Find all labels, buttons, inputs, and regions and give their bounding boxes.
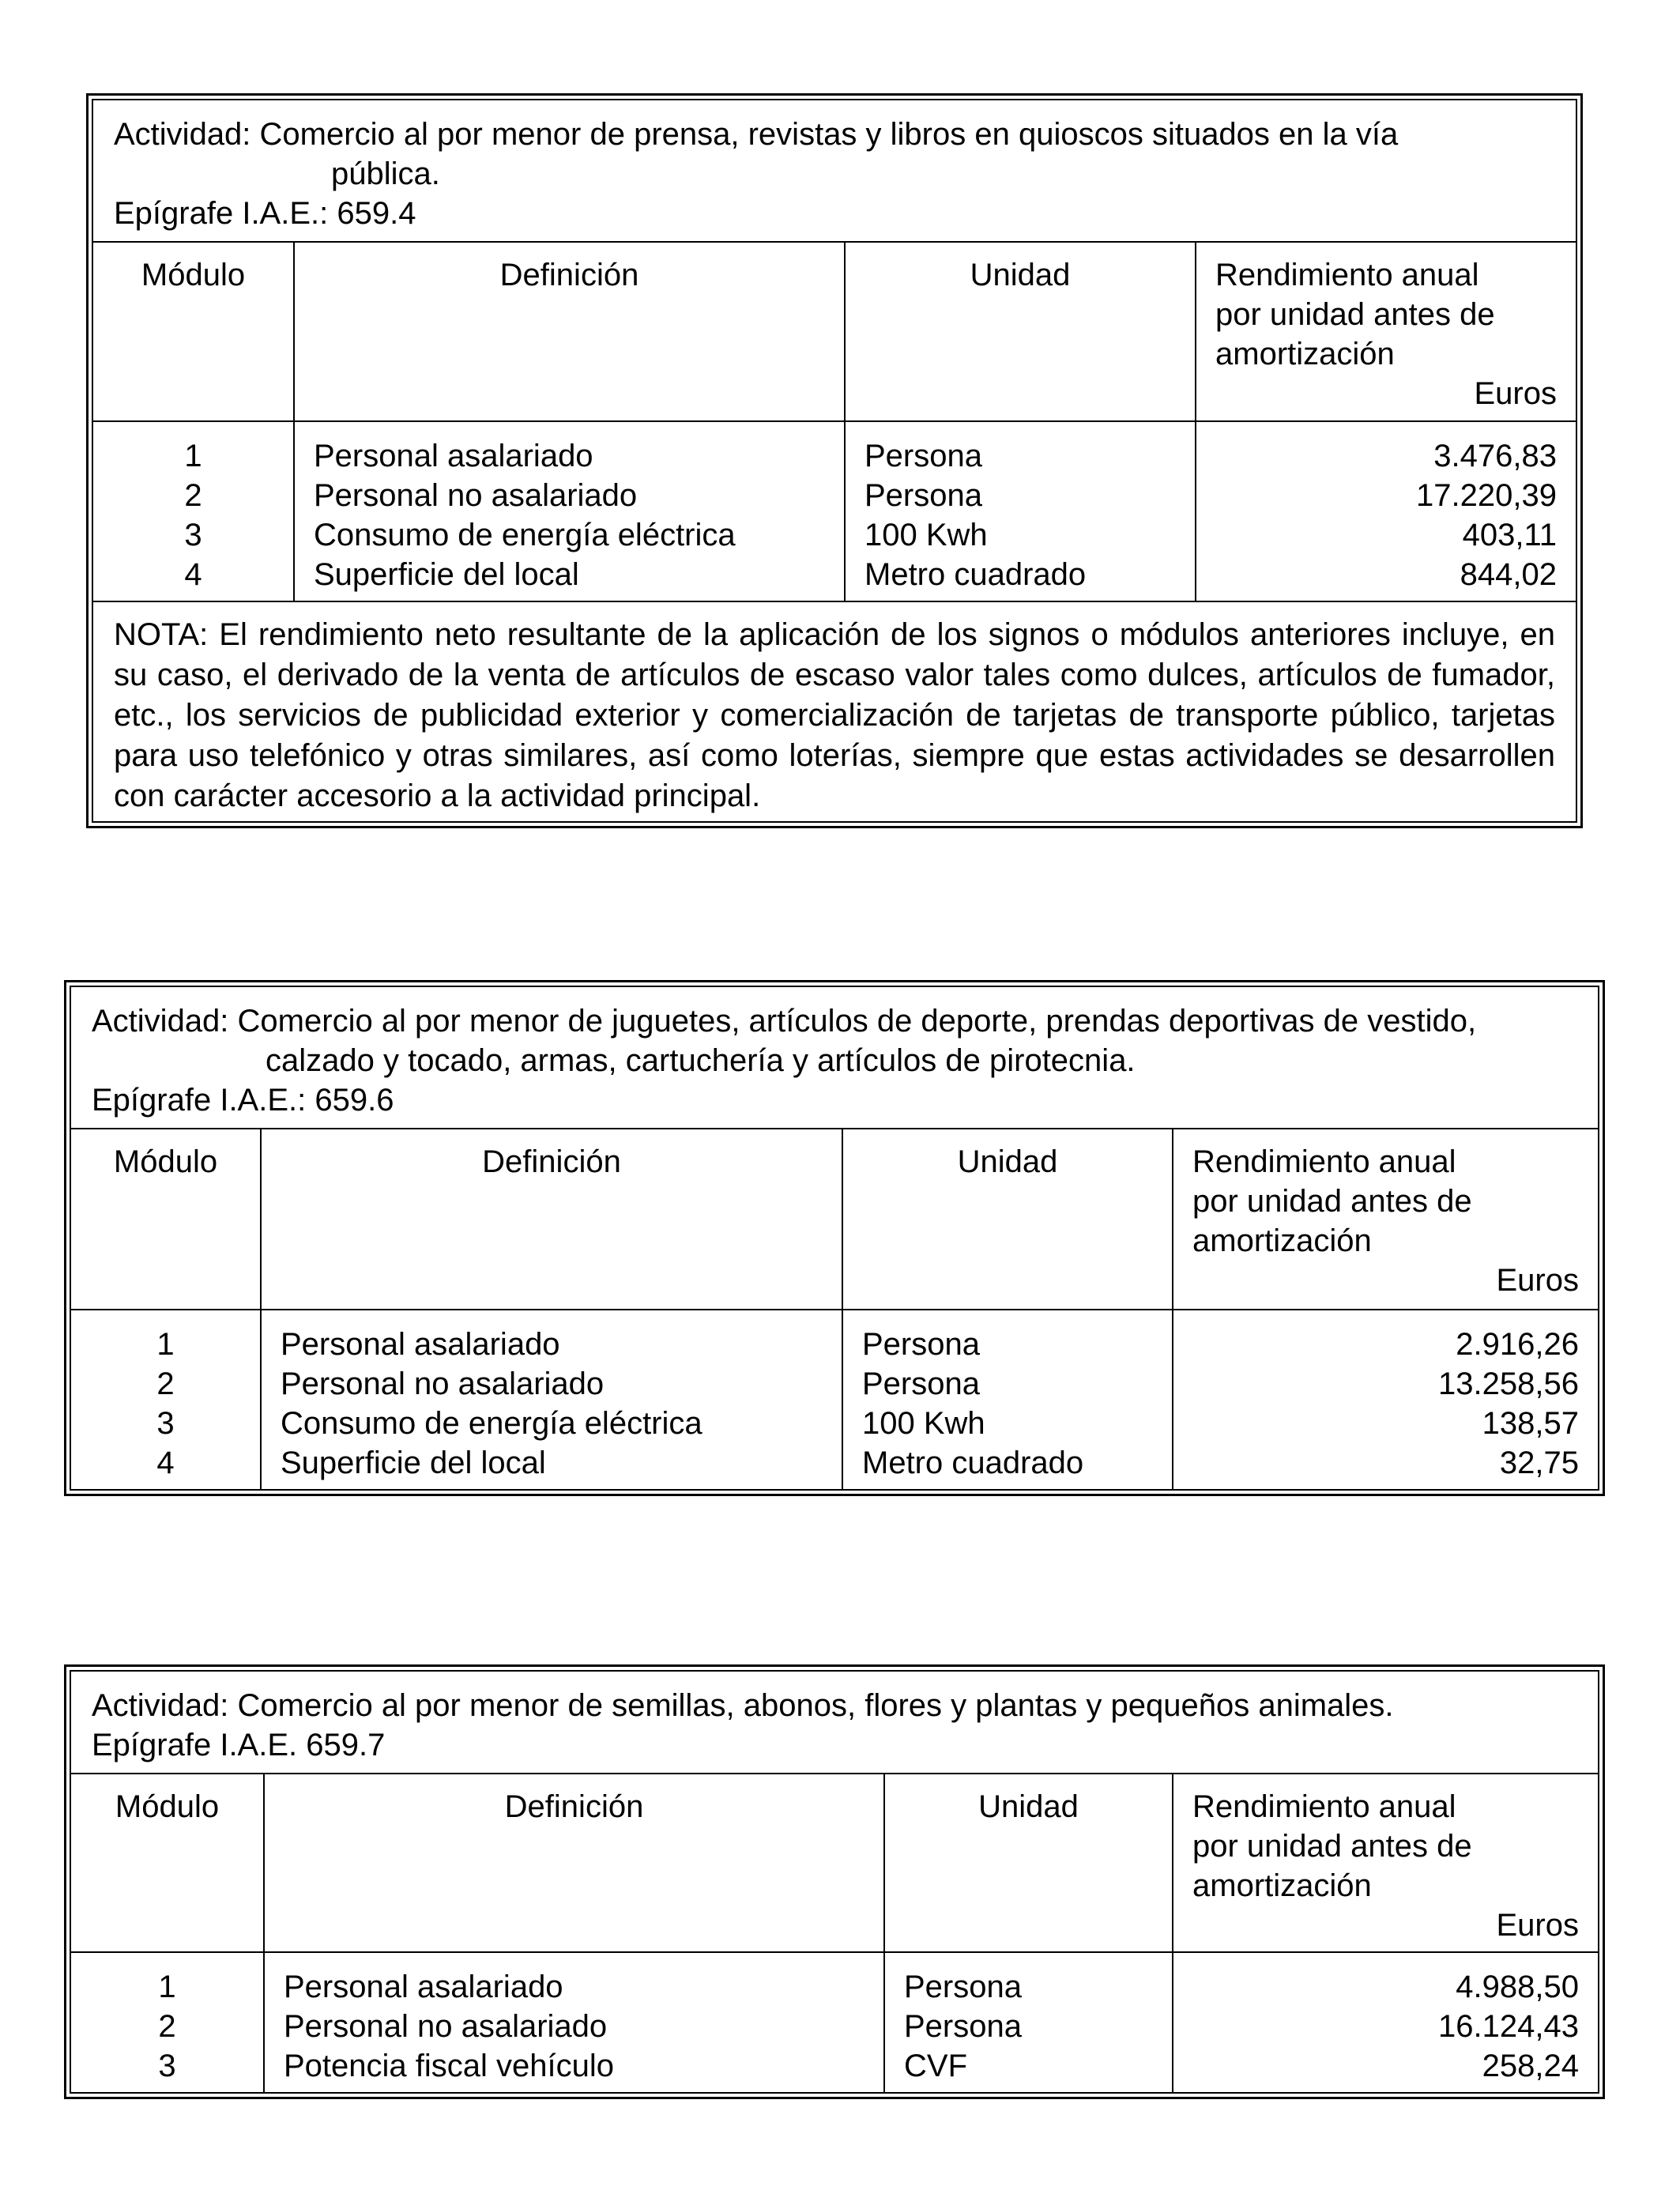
header-rendimiento-line: por unidad antes de	[1192, 1829, 1472, 1864]
definicion-text: Personal no asalariado	[314, 478, 638, 513]
valor-column	[1172, 1310, 1598, 1489]
definicion-column	[263, 1953, 883, 2092]
unidad-text: Persona	[864, 439, 982, 473]
modulo-number: 3	[158, 2049, 176, 2083]
modulo-number: 2	[184, 478, 202, 513]
definicion-text: Personal asalariado	[281, 1327, 560, 1362]
valor-euros: 138,57	[1482, 1406, 1579, 1441]
definicion-text: Superficie del local	[314, 557, 579, 592]
modulo-number: 2	[156, 1367, 175, 1401]
header-rendimiento	[1172, 1774, 1598, 1951]
module-rows	[71, 1953, 1598, 2092]
modulo-column	[71, 1953, 263, 2092]
unidad-text: 100 Kwh	[862, 1406, 985, 1441]
module-table-659-6	[64, 980, 1605, 1496]
unidad-text: 100 Kwh	[864, 518, 988, 552]
valor-euros: 13.258,56	[1438, 1367, 1579, 1401]
activity-header	[93, 100, 1576, 243]
valor-euros: 16.124,43	[1438, 2009, 1579, 2044]
unidad-column	[844, 422, 1195, 601]
activity-header	[71, 987, 1598, 1129]
modulo-column	[93, 422, 293, 601]
activity-label: Actividad:	[92, 1688, 229, 1723]
valor-euros: 2.916,26	[1456, 1327, 1579, 1362]
header-rendimiento	[1195, 243, 1576, 420]
modulo-number: 1	[156, 1327, 175, 1362]
valor-euros: 258,24	[1482, 2049, 1579, 2083]
module-table-659-4	[86, 93, 1583, 828]
modulo-number: 4	[156, 1446, 175, 1480]
definicion-text: Consumo de energía eléctrica	[314, 518, 736, 552]
activity-text-continued: calzado y tocado, armas, cartuchería y artículos de pirotecnia.	[266, 1043, 1136, 1078]
modulo-number: 1	[158, 1970, 176, 2004]
definicion-text: Superficie del local	[281, 1446, 546, 1480]
header-modulo: Módulo	[141, 258, 246, 292]
unidad-text: CVF	[904, 2049, 967, 2083]
modulo-column	[71, 1310, 260, 1489]
header-euros: Euros	[1496, 1908, 1579, 1943]
definicion-text: Consumo de energía eléctrica	[281, 1406, 703, 1441]
header-definicion: Definición	[263, 1774, 883, 1951]
modulo-number: 4	[184, 557, 202, 592]
valor-euros: 32,75	[1499, 1446, 1579, 1480]
activity-text-continued: pública.	[331, 156, 440, 191]
column-headers	[71, 1774, 1598, 1953]
header-unidad: Unidad	[844, 243, 1195, 420]
column-headers	[71, 1129, 1598, 1310]
valor-euros: 844,02	[1460, 557, 1557, 592]
epigrafe: Epígrafe I.A.E. 659.7	[92, 1728, 386, 1762]
nota: NOTA: El rendimiento neto resultante de la aplicación de los signos o módulos anteriores incluye, en su caso, el derivado de la venta de artículos de escaso valor tales como dulces, artículos de fumador, etc., los servicios de publicidad exterior y comercialización de tarjetas de transporte público, tarjetas para uso telefónico y otras similares, así como loterías, siempre que estas actividades se desarrollen con carácter accesorio a la actividad principal.	[93, 601, 1576, 821]
header-rendimiento-line: Rendimiento anual	[1192, 1789, 1456, 1824]
activity-header	[71, 1672, 1598, 1774]
valor-column	[1172, 1953, 1598, 2092]
header-euros: Euros	[1496, 1263, 1579, 1298]
header-modulo: Módulo	[115, 1789, 220, 1824]
header-euros: Euros	[1474, 376, 1557, 411]
activity-text: Comercio al por menor de semillas, abonos, flores y plantas y pequeños animales.	[237, 1688, 1394, 1723]
modulo-number: 2	[158, 2009, 176, 2044]
definicion-text: Personal asalariado	[284, 1970, 563, 2004]
header-rendimiento-line: Rendimiento anual	[1192, 1144, 1456, 1179]
header-rendimiento-line: por unidad antes de	[1215, 297, 1495, 332]
column-headers	[93, 243, 1576, 422]
unidad-text: Persona	[904, 1970, 1022, 2004]
definicion-column	[260, 1310, 842, 1489]
header-rendimiento-line: amortización	[1192, 1868, 1372, 1903]
module-rows	[71, 1310, 1598, 1489]
header-rendimiento-line: por unidad antes de	[1192, 1184, 1472, 1219]
valor-euros: 3.476,83	[1433, 439, 1557, 473]
header-rendimiento-line: amortización	[1192, 1223, 1372, 1258]
definicion-text: Personal no asalariado	[284, 2009, 608, 2044]
header-definicion: Definición	[293, 243, 844, 420]
header-unidad: Unidad	[883, 1774, 1172, 1951]
header-rendimiento-line: Rendimiento anual	[1215, 258, 1479, 292]
activity-label: Actividad:	[114, 117, 251, 152]
unidad-text: Persona	[862, 1327, 980, 1362]
valor-euros: 4.988,50	[1456, 1970, 1579, 2004]
definicion-text: Personal no asalariado	[281, 1367, 605, 1401]
epigrafe: Epígrafe I.A.E.: 659.4	[114, 196, 416, 231]
modulo-number: 1	[184, 439, 202, 473]
definicion-text: Personal asalariado	[314, 439, 593, 473]
definicion-column	[293, 422, 844, 601]
modulo-number: 3	[156, 1406, 175, 1441]
unidad-text: Metro cuadrado	[864, 557, 1087, 592]
unidad-text: Persona	[862, 1367, 980, 1401]
definicion-text: Potencia fiscal vehículo	[284, 2049, 615, 2083]
header-definicion: Definición	[260, 1129, 842, 1309]
activity-label: Actividad:	[92, 1004, 229, 1039]
header-rendimiento-line: amortización	[1215, 337, 1395, 371]
valor-euros: 17.220,39	[1416, 478, 1557, 513]
activity-text: Comercio al por menor de prensa, revistas y libros en quioscos situados en la vía	[259, 117, 1399, 152]
unidad-column	[883, 1953, 1172, 2092]
modulo-number: 3	[184, 518, 202, 552]
unidad-text: Metro cuadrado	[862, 1446, 1084, 1480]
header-rendimiento	[1172, 1129, 1598, 1309]
valor-euros: 403,11	[1462, 518, 1557, 552]
epigrafe: Epígrafe I.A.E.: 659.6	[92, 1083, 394, 1118]
unidad-column	[842, 1310, 1172, 1489]
unidad-text: Persona	[904, 2009, 1022, 2044]
header-modulo: Módulo	[113, 1144, 218, 1179]
header-unidad: Unidad	[842, 1129, 1172, 1309]
module-table-659-7	[64, 1664, 1605, 2099]
unidad-text: Persona	[864, 478, 982, 513]
activity-text: Comercio al por menor de juguetes, artículos de deporte, prendas deportivas de vestido,	[237, 1004, 1477, 1039]
module-rows	[93, 422, 1576, 601]
valor-column	[1195, 422, 1576, 601]
